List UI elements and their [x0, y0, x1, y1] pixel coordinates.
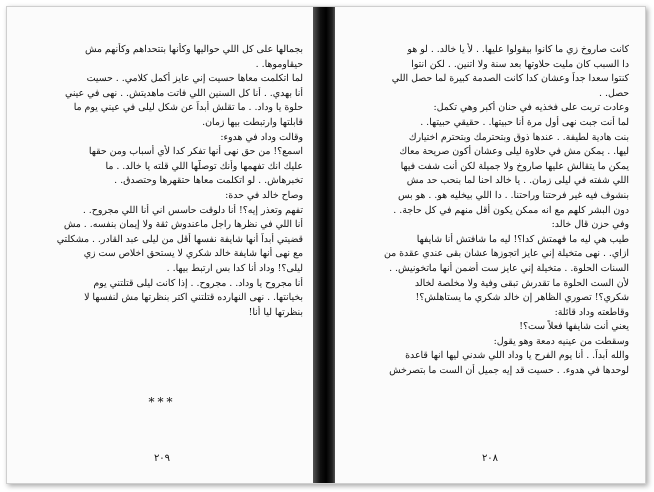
text-line: اللي شفته في ليلى زمان. . يا خالد احنا لما بنحب حد مش	[406, 175, 629, 187]
text-line: لما أنت جبت نهى أول مرة أنا حبيتها. . حقيقي حبيتها. .	[420, 116, 629, 128]
text-line: طيب هي ليه ما فهمتش كدا؟! ليه ما شافتش أنا شايفها	[416, 233, 629, 245]
text-line: لأن الست الحلوة ما تقدرش تبقى وفية ولا مخلصة لخالد	[414, 277, 629, 289]
text-line: كنتوا سعدا جداً وعشان كدا كانت الصدمة كبيرة لما حصل اللي	[391, 73, 629, 85]
text-line: وقالت وداد في هدوء:	[220, 131, 303, 143]
text-line: لما اتكلمت معاها حسيت إني عايز أكمل كلامي. . حسيت	[86, 73, 303, 85]
text-line: أنا بهدي. . أنا كل السنين اللي فاتت ماهديتش. . نهى في عيني	[65, 87, 303, 99]
text-line: بنظرتها ليا أنا!	[248, 306, 303, 318]
book-spine	[313, 7, 337, 483]
text-line: ازاي. . نهى متخيلة إني عايز اتجوزها عشان بقى عندي عقدة من	[384, 248, 629, 260]
text-line: وصاح خالد في حدة:	[225, 189, 303, 201]
text-line: وسقطت من عينيه دمعة وهو يقول:	[493, 335, 629, 347]
text-line: تفهم وتعذر إيه؟! أنا دلوقت حاسس اني أنا اللي مجروح. .	[82, 204, 303, 216]
text-line: مع نهى أنها شايفة خالد شكري لا يستحق اخلاص ست زي	[83, 248, 303, 260]
section-ornament: ***	[148, 395, 176, 409]
text-line: حلوة يا وداد. . ما تقلش أبداً عن شكل ليلى في عيني يوم ما	[73, 102, 303, 114]
text-line: وفي حزن قال خالد:	[551, 219, 629, 231]
text-line: قضيتي أبداً أنها شايفة نفسها أقل من ليلى عبد القادر. . مشكلتي	[56, 233, 303, 245]
text-line: والله أبداً. . أنا يوم الفرح يا وداد اللي شدني ليها انها قاعدة	[405, 350, 629, 362]
text-line: وقاطعته وداد قائلة:	[554, 306, 629, 318]
text-line: كانت صاروخ زي ما كانوا بيقولوا عليها. . لأ يا خالد. . لو هو	[407, 44, 629, 55]
right-page-number: ٢٠٨	[481, 453, 499, 464]
text-line: دون البشر كلهم مع انه ممكن يكون أقل منهم في كل حاجة. .	[393, 204, 629, 216]
text-line: يعني أنت شايفها فعلاً ست؟!	[519, 321, 629, 333]
text-line: ليلى؟! وداد أنا كدا بس ارتبط بيها. .	[166, 262, 303, 274]
left-page-number: ٢٠٩	[153, 453, 171, 464]
text-line: أنا اللي في نظرها راجل ماعندوش ثقة ولا إيمان بنفسه. . مش	[63, 219, 303, 231]
text-line: أنا مجروح يا وداد. . مجروح. . إذا كانت ليلى قتلتني يوم	[93, 277, 303, 289]
left-page	[7, 7, 317, 483]
book-spread	[6, 6, 646, 484]
text-line: ليها. . يمكن مش في حلاوة ليلى وعشان أكون صريحة معاك	[399, 146, 629, 158]
text-line: يمكن ما يتقالش عليها صاروخ ولا جميلة لكن أنت شفت فيها	[400, 160, 629, 172]
text-line: دا السبب كان مليت حلاوتها بعد سنة ولا اتنين. . لكن انتوا	[411, 58, 629, 70]
text-line: اسمع؟! من حق نهى أنها تفكر كدا لأي أسباب ومن حقها	[88, 146, 303, 158]
text-line: السنات الحلوة. . متخيلة إني عايز ست أضمن أنها ماتخونيش. .	[389, 262, 629, 274]
text-line: عليك انك تفهمها وأنك توصلّها اللي قلته يا خالد. . ما	[105, 160, 303, 172]
left-page-text	[33, 43, 303, 320]
text-line: وعادت تربت على فخذيه في حنان أكبر وهي تكمل:	[433, 102, 629, 114]
text-line: بجمالها على كل اللي حواليها وكأنها بتتحداهم وكأنهم مش	[84, 44, 303, 55]
text-line: تخبرهاش. . لو اتكلمت معاها حتقهرها وحتصدق. .	[114, 175, 303, 187]
text-line: بخيانتها. . نهى النهارده قتلتني اكتر بنظرتها مش لنفسها لا	[84, 292, 303, 304]
right-page	[335, 7, 645, 483]
text-line: حيقاوموها. .	[255, 58, 303, 70]
text-line: بنشوف فيه غير فرحتنا وراحتنا. . دا اللي بيخليه هو. . هو بس	[398, 189, 629, 201]
right-page-text	[357, 43, 629, 379]
text-line: بنت هادية لطيفة. . عندها ذوق وبتحترمك وبتحترم اختيارك	[408, 131, 629, 143]
text-line: قابلتها وارتبطت بيها زمان.	[202, 116, 303, 128]
text-line: حصل. .	[599, 87, 629, 99]
text-line: لوحدها في هدوء. . حسيت قد إيه جميل أن الست ما بتصرخش	[389, 365, 629, 377]
text-line: شكري؟! تصوري الظاهر إن خالد شكري ما يستاهلش؟!	[415, 292, 629, 304]
